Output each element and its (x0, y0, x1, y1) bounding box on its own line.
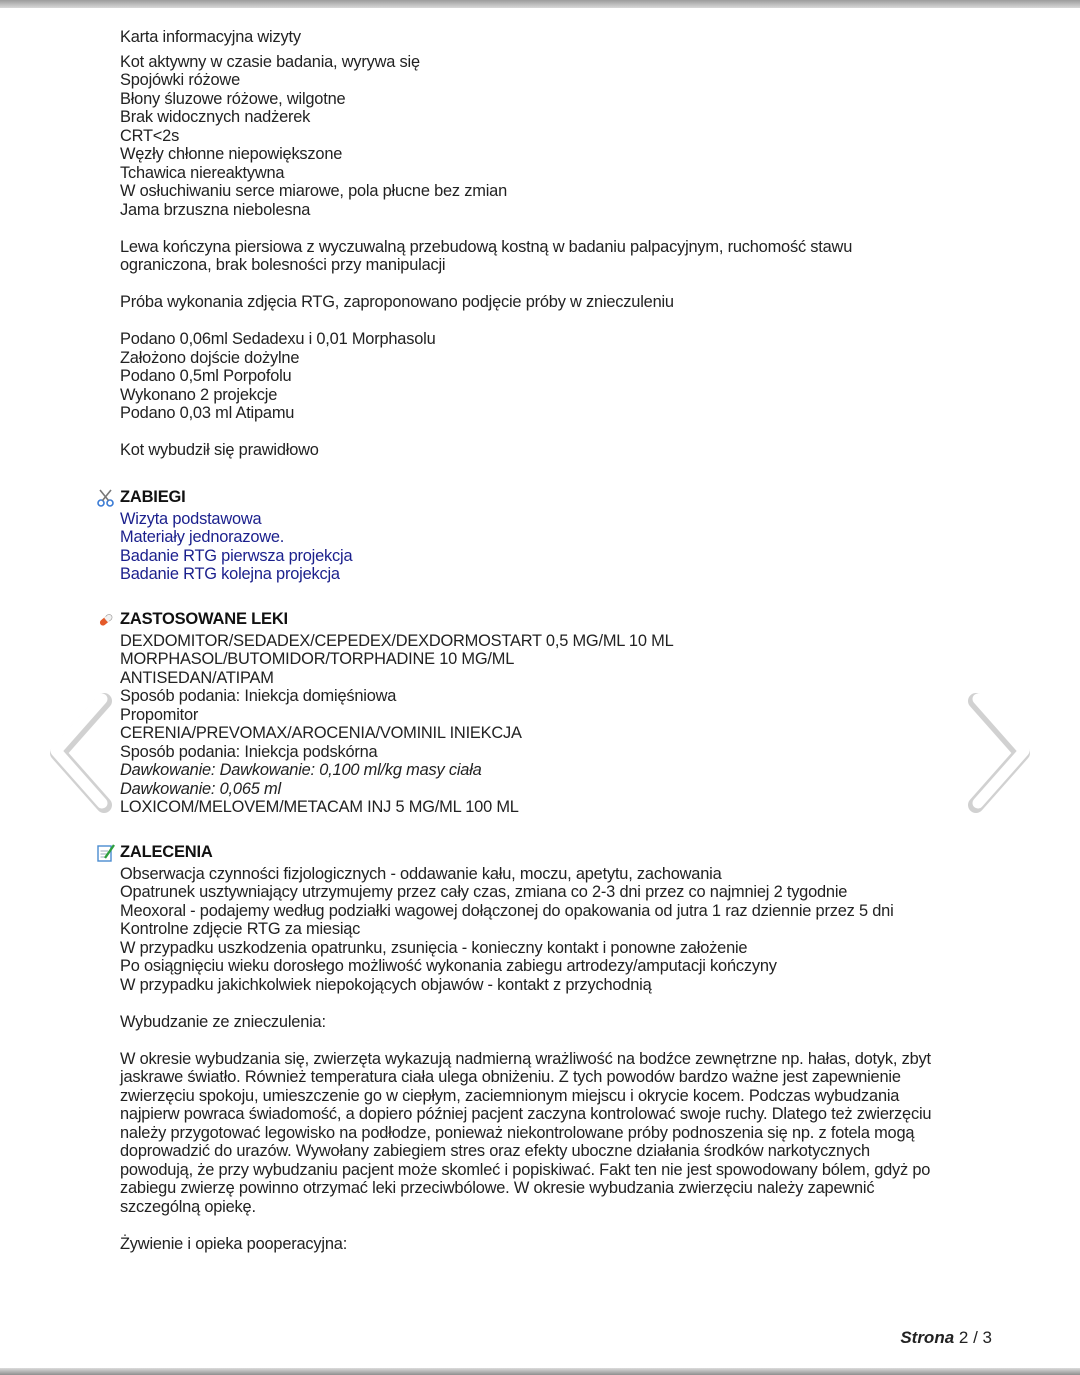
prev-page-button[interactable] (48, 693, 112, 813)
chevron-right-icon (968, 800, 1032, 817)
anesthesia-recovery-paragraph (120, 1050, 1005, 1217)
lek-item: DEXDOMITOR/SEDADEX/CEPEDEX/DEXDORMOSTART 0,5 MG/ML 10 ML (120, 631, 674, 650)
exam-finding-line: CRT<2s (120, 126, 180, 145)
zalecenie-item: Kontrolne zdjęcie RTG za miesiąc (120, 920, 361, 938)
zalecenie-item: Obserwacja czynności fizjologicznych - oddawanie kału, moczu, apetytu, zachowania (120, 864, 722, 883)
exam-finding-line: Błony śluzowe różowe, wilgotne (120, 89, 346, 108)
zalecenie-item: Opatrunek usztywniający utrzymujemy przez cały czas, zmiana co 2-3 dni przez co najmniej 2 tygodnie (120, 883, 848, 901)
recovery-text-line: doprowadzić do urazów. Wywołany zabiegiem stres oraz efekty uboczne działania środków narkotycznych (120, 1142, 870, 1160)
section-zalecenia-heading (96, 841, 981, 865)
zabieg-item[interactable]: Badanie RTG kolejna projekcja (120, 565, 340, 583)
zalecenie-item: W przypadku uszkodzenia opatrunku, zsunięcia - konieczny kontakt i ponowne założenie (120, 938, 748, 957)
rtg-attempt-text: Próba wykonania zdjęcia RTG, zaproponowano podjęcie próby w znieczuleniu (120, 293, 674, 311)
section-leki-title: ZASTOSOWANE LEKI (120, 610, 288, 629)
limb-finding (120, 238, 1005, 275)
viewer-bottom-edge (0, 1368, 1080, 1375)
zalecenie-item: Meoxoral - podajemy według podziałki wagowej dołączonej do opakowania od jutra 1 raz dziennie przez 5 dni (120, 901, 894, 920)
exam-finding-line: Brak widocznych nadżerek (120, 108, 311, 126)
chevron-left-icon (48, 800, 112, 817)
recovery-text-line: szczególną opiekę. (120, 1197, 256, 1216)
wake-status (120, 441, 1005, 460)
exam-finding-line: Tchawica niereaktywna (120, 163, 285, 182)
recovery-text-line: zabiegu zwierzę powinno otrzymać leki przeciwbólowe. W okresie wybudzania zwierzęciu należy zapewnić (120, 1179, 875, 1197)
page-indicator (900, 1328, 992, 1348)
procedure-line: Podano 0,03 ml Atipamu (120, 404, 295, 422)
procedure-steps (120, 330, 1005, 423)
pill-icon (96, 610, 116, 630)
recovery-text-line: jaskrawe światło. Również temperatura ciała ulega obniżeniu. Z tych powodów bardzo ważne jest zapewnienie (120, 1068, 901, 1086)
postop-feeding-title: Żywienie i opieka pooperacyjna: (120, 1234, 348, 1253)
section-zabiegi (120, 486, 1005, 584)
zalecenie-item: W przypadku jakichkolwiek niepokojących objawów - kontakt z przychodnią (120, 975, 652, 994)
exam-finding-line: Kot aktywny w czasie badania, wyrywa się (120, 52, 420, 71)
section-zabiegi-heading (96, 486, 981, 510)
limb-finding-line: ograniczona, brak bolesności przy manipulacji (120, 256, 446, 274)
section-leki (120, 608, 1005, 817)
recovery-text-line: W okresie wybudzania się, zwierzęta wykazują nadmierną wrażliwość na bodźce zewnętrzne np. hałas, dotyk, zbyt (120, 1049, 931, 1068)
zabieg-item[interactable]: Materiały jednorazowe. (120, 528, 285, 546)
anesthesia-recovery-title-block (120, 1013, 1005, 1032)
procedure-line: Podano 0,06ml Sedadexu i 0,01 Morphasolu (120, 330, 436, 348)
section-zalecenia-title: ZALECENIA (120, 843, 213, 862)
viewer-top-edge (0, 0, 1080, 8)
procedure-line: Założono dojście dożylne (120, 348, 300, 367)
lek-item: Propomitor (120, 705, 199, 724)
leki-list (120, 632, 1005, 817)
exam-finding-line: Jama brzuszna niebolesna (120, 200, 311, 219)
lek-item: MORPHASOL/BUTOMIDOR/TORPHADINE 10 MG/ML (120, 650, 515, 668)
section-leki-heading (96, 608, 981, 632)
notepad-pencil-icon (96, 843, 116, 863)
visit-card-title: Karta informacyjna wizyty (120, 28, 301, 46)
page-separator: / (968, 1328, 983, 1347)
exam-finding-line: Spojówki różowe (120, 71, 240, 89)
lek-item: Sposób podania: Iniekcja podskórna (120, 742, 378, 761)
procedure-line: Podano 0,5ml Porpofolu (120, 367, 292, 385)
anesthesia-recovery-title: Wybudzanie ze znieczulenia: (120, 1012, 326, 1031)
zabiegi-list (120, 510, 1005, 584)
visit-card-block (120, 28, 1005, 219)
lek-item: Dawkowanie: Dawkowanie: 0,100 ml/kg masy ciała (120, 761, 482, 779)
rtg-attempt (120, 293, 1005, 312)
document-page (0, 8, 1080, 1368)
zabieg-item[interactable]: Badanie RTG pierwsza projekcja (120, 546, 353, 565)
page-total: 3 (982, 1328, 992, 1347)
lek-item: CERENIA/PREVOMAX/AROCENIA/VOMINIL INIEKCJA (120, 724, 522, 742)
lek-item: LOXICOM/MELOVEM/METACAM INJ 5 MG/ML 100 ML (120, 798, 519, 816)
zalecenia-list (120, 865, 1005, 995)
exam-finding-line: W osłuchiwaniu serce miarowe, pola płucne bez zmian (120, 182, 508, 200)
recovery-text-line: powodują, że przy wybudzaniu pacjent może skomleć i popiskiwać. Fakt ten nie jest spowodowany bólem, gdyż po (120, 1160, 931, 1179)
procedure-line: Wykonano 2 projekcje (120, 385, 278, 404)
exam-finding-line: Węzły chłonne niepowiększone (120, 145, 343, 163)
scissors-icon (96, 488, 116, 508)
page-label: Strona (900, 1328, 955, 1347)
recovery-text-line: zwierzęciu spokoju, umieszczenie go w ciepłym, zaciemnionym miejscu i okrycie kocem. Podczas wybudzania (120, 1086, 900, 1105)
exam-findings (120, 53, 1005, 220)
page-current: 2 (958, 1328, 969, 1347)
next-page-button[interactable] (968, 693, 1032, 813)
postop-feeding-title-block (120, 1235, 1005, 1254)
recovery-text-line: należy przygotować legowisko na podłodze, ponieważ niekontrolowane próby podnoszenia się np. z fotela mogą (120, 1123, 915, 1142)
document-content (120, 28, 1005, 1253)
lek-item: Dawkowanie: 0,065 ml (120, 779, 281, 798)
lek-item: ANTISEDAN/ATIPAM (120, 668, 274, 687)
limb-finding-line: Lewa kończyna piersiowa z wyczuwalną przebudową kostną w badaniu palpacyjnym, ruchomość stawu (120, 237, 853, 256)
section-zalecenia (120, 841, 1005, 1254)
zabieg-item[interactable]: Wizyta podstawowa (120, 509, 262, 528)
wake-status-text: Kot wybudził się prawidłowo (120, 441, 319, 459)
lek-item: Sposób podania: Iniekcja domięśniowa (120, 687, 397, 705)
section-zabiegi-title: ZABIEGI (120, 488, 186, 507)
recovery-text-line: najpierw powraca świadomość, a dopiero później pacjent zaczyna kontrolować swoje ruchy. Dlatego też zwierzęciu (120, 1105, 932, 1123)
zalecenie-item: Po osiągnięciu wieku dorosłego możliwość wykonania zabiegu artrodezy/amputacji kończyny (120, 957, 777, 975)
